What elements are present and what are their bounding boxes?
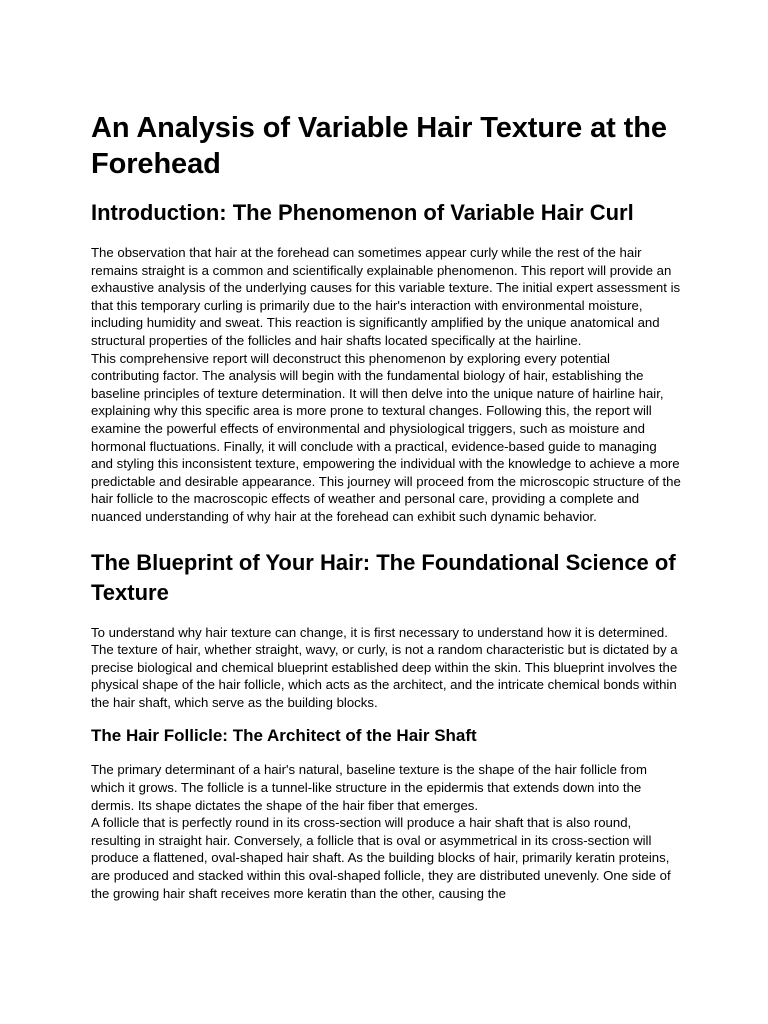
body-paragraph: The observation that hair at the forehead can sometimes appear curly while the rest of the hair remains straight is a common and scientifically explainable phenomenon. This report will provide an exhaustive analysis of the underlying causes for this variable texture. The initial expert assessment is that this temporary curling is primarily due to the hair's interaction with environmental moisture, including humidity and sweat. This reaction is significantly amplified by the unique anatomical and structural properties of the follicles and hair shafts located specifically at the hairline. <box>91 245 681 348</box>
body-paragraph: A follicle that is perfectly round in its cross-section will produce a hair shaft that is also round, resulting in straight hair. Conversely, a follicle that is oval or asymmetrical in its cross-section will produce a flattened, oval-shaped hair shaft. As the building blocks of hair, primarily keratin proteins, are produced and stacked within this oval-shaped follicle, they are distributed unevenly. One side of the growing hair shaft receives more keratin than the other, causing the <box>91 815 671 901</box>
subsection-heading-hair-follicle: The Hair Follicle: The Architect of the Hair Shaft <box>91 726 477 746</box>
document-title: An Analysis of Variable Hair Texture at the Forehead <box>91 112 667 180</box>
body-paragraph: This comprehensive report will deconstruct this phenomenon by exploring every potential contributing factor. The analysis will begin with the fundamental biology of hair, establishing the baseline principles of texture determination. It will then delve into the unique nature of hairline hair, explaining why this specific area is more prone to textural changes. Following this, the report will examine the powerful effects of environmental and physiological triggers, such as moisture and hormonal fluctuations. Finally, it will conclude with a practical, evidence-based guide to managing and styling this inconsistent texture, empowering the individual with the knowledge to achieve a more predictable and desirable appearance. This journey will proceed from the microscopic structure of the hair follicle to the macroscopic effects of weather and personal care, providing a complete and nuanced understanding of why hair at the forehead can exhibit such dynamic behavior. <box>91 350 681 524</box>
section-heading-introduction: Introduction: The Phenomenon of Variable Hair Curl <box>91 200 634 225</box>
document-page <box>91 110 681 902</box>
section-heading-blueprint: The Blueprint of Your Hair: The Foundational Science of Texture <box>91 549 676 605</box>
section-spacer <box>91 526 681 538</box>
body-paragraph: The primary determinant of a hair's natural, baseline texture is the shape of the hair follicle from which it grows. The follicle is a tunnel-like structure in the epidermis that extends down into the dermis. Its shape dictates the shape of the hair fiber that emerges. <box>91 762 647 813</box>
body-paragraph: To understand why hair texture can change, it is first necessary to understand how it is determined. The texture of hair, whether straight, wavy, or curly, is not a random characteristic but is dictated by a precise biological and chemical blueprint established deep within the skin. This blueprint involves the physical shape of the hair follicle, which acts as the architect, and the intricate chemical bonds within the hair shaft, which serve as the building blocks. <box>91 624 678 710</box>
